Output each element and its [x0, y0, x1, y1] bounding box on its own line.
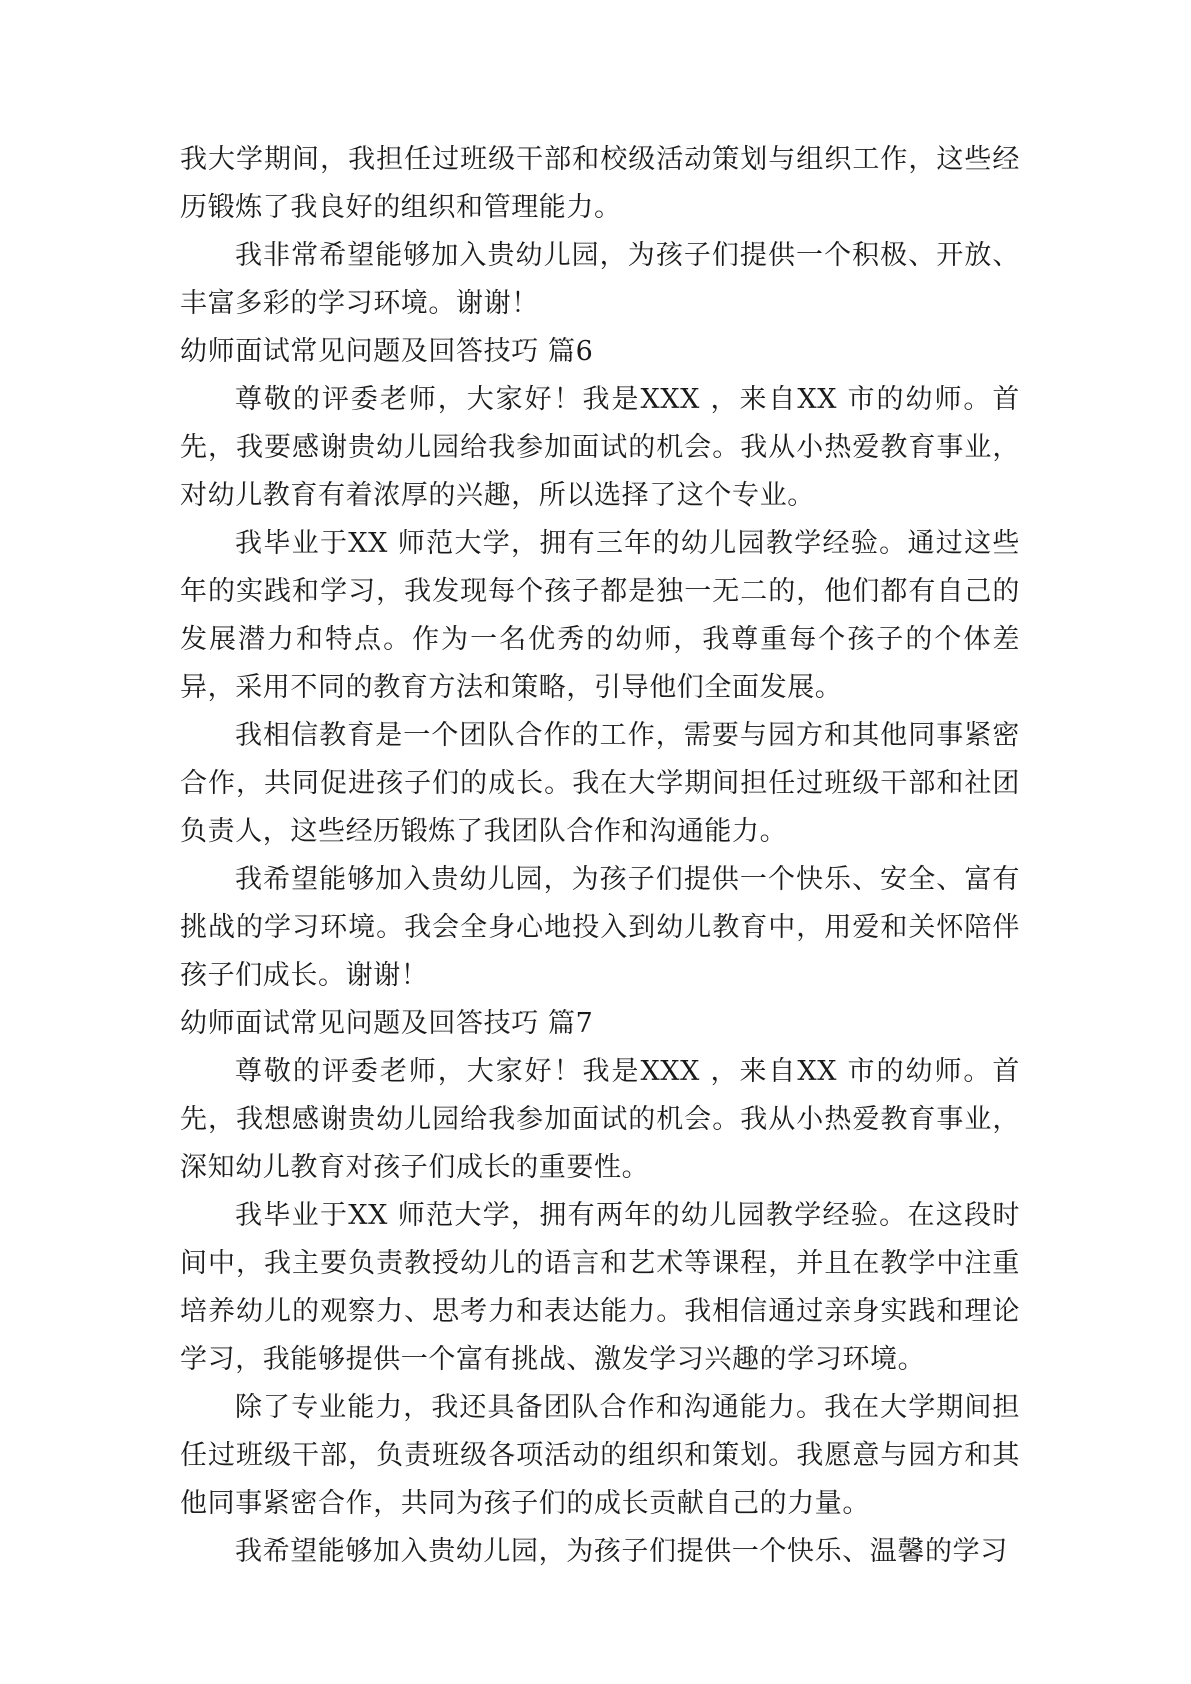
- section-heading: 幼师面试常见问题及回答技巧 篇7: [180, 1008, 594, 1039]
- body-paragraph: 除了专业能力，我还具备团队合作和沟通能力。我在大学期间担任过班级干部，负责班级各项活动的组织和策划。我愿意与园方和其他同事紧密合作，共同为孩子们的成长贡献自己的力量。: [180, 1392, 1020, 1519]
- document-body: [180, 136, 1020, 1576]
- section-heading: 幼师面试常见问题及回答技巧 篇6: [180, 336, 594, 367]
- body-paragraph: 尊敬的评委老师，大家好！我是XXX ，来自XX 市的幼师。首先，我要感谢贵幼儿园给我参加面试的机会。我从小热爱教育事业，对幼儿教育有着浓厚的兴趣，所以选择了这个专业。: [180, 384, 1020, 511]
- body-paragraph: 我毕业于XX 师范大学，拥有两年的幼儿园教学经验。在这段时间中，我主要负责教授幼儿的语言和艺术等课程，并且在教学中注重培养幼儿的观察力、思考力和表达能力。我相信通过亲身实践和理论学习，我能够提供一个富有挑战、激发学习兴趣的学习环境。: [180, 1200, 1020, 1375]
- body-paragraph: 我希望能够加入贵幼儿园，为孩子们提供一个快乐、温馨的学习: [235, 1536, 1008, 1567]
- body-paragraph: 尊敬的评委老师，大家好！我是XXX ，来自XX 市的幼师。首先，我想感谢贵幼儿园给我参加面试的机会。我从小热爱教育事业，深知幼儿教育对孩子们成长的重要性。: [180, 1056, 1020, 1183]
- body-paragraph: 我大学期间，我担任过班级干部和校级活动策划与组织工作，这些经历锻炼了我良好的组织和管理能力。: [180, 144, 1020, 223]
- body-paragraph: 我希望能够加入贵幼儿园，为孩子们提供一个快乐、安全、富有挑战的学习环境。我会全身心地投入到幼儿教育中，用爱和关怀陪伴孩子们成长。谢谢！: [180, 864, 1020, 991]
- body-paragraph: 我非常希望能够加入贵幼儿园，为孩子们提供一个积极、开放、丰富多彩的学习环境。谢谢！: [180, 240, 1020, 319]
- body-paragraph: 我相信教育是一个团队合作的工作，需要与园方和其他同事紧密合作，共同促进孩子们的成长。我在大学期间担任过班级干部和社团负责人，这些经历锻炼了我团队合作和沟通能力。: [180, 720, 1020, 847]
- body-paragraph: 我毕业于XX 师范大学，拥有三年的幼儿园教学经验。通过这些年的实践和学习，我发现每个孩子都是独一无二的，他们都有自己的发展潜力和特点。作为一名优秀的幼师，我尊重每个孩子的个体差异，采用不同的教育方法和策略，引导他们全面发展。: [180, 528, 1020, 703]
